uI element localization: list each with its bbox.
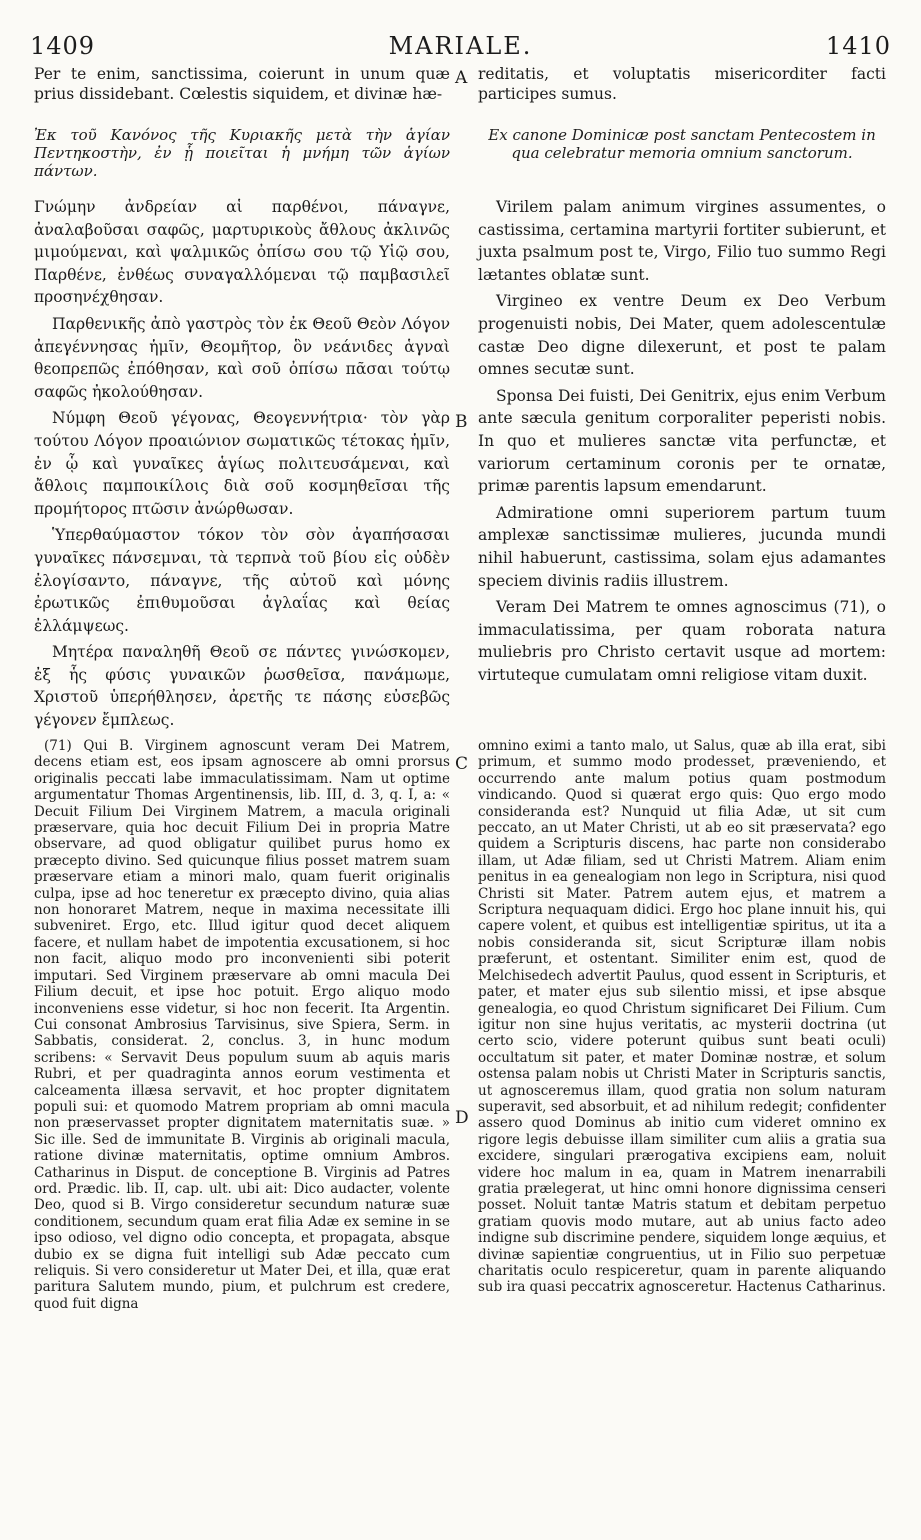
greek-heading: Ἐκ τοῦ Κανόνος τῆς Κυριακῆς μετὰ τὴν ἁγίαν Πεντηκοστὴν, ἐν ᾗ ποιεῖται ἡ μνήμη τῶν ἁγίων πάντων. [34, 126, 450, 180]
latin-paragraph: Veram Dei Matrem te omnes agnoscimus (71), o immaculatissima, per quam roborata natura muliebris pro Christo certavit usque ad mortem: virtuteque cumulatam omni religiose vitam duxit. [478, 598, 886, 684]
intro-right-text: reditatis, et voluptatis misericorditer facti participes sumus. [478, 65, 886, 103]
greek-paragraph: Νύμφη Θεοῦ γέγονας, Θεογεννήτρια· τὸν γὰρ τούτου Λόγον προαιώνιον σωματικῶς τέτοκας ἡμῖν, ἐν ᾧ καὶ γυναῖκες ἁγίως πολιτευσάμεναι, καὶ ἄθλοις παμποικίλοις διὰ σοῦ κοσμηθεῖσαι τῆς προμήτορος πτῶσιν ἀνώρθωσαν. [34, 409, 450, 518]
latin-paragraph: Virilem palam animum virgines assumentes, o castissima, certamina martyrii fortiter subierunt, et juxta psalmum post te, Virgo, Filio tuo summo Regi lætantes oblatæ sunt. [478, 198, 886, 284]
latin-paragraph: Virgineo ex ventre Deum ex Deo Verbum progenuisti nobis, Dei Mater, quem adolescentulæ castæ Deo digne dilexerunt, et post te palam omnes secutæ sunt. [478, 292, 886, 379]
footnote-71-continuation: omnino eximi a tanto malo, ut Salus, quæ ab illa erat, sibi primum, et summo modo prodesset, præveniendo, et occurrendo ante malum potius quam postmodum vindicando. Quod si quærat ergo quis: Quo ergo modo consideranda est? Nunquid ut filia Adæ, ut sit cum peccato, an ut Mater Christi, ut ab eo sit præservata? ego quidem a Scripturis discens, hac parte non considerabo illam, ut Adæ filiam, sed ut Christi Matrem. Aliam enim penitus in ea genealogiam non lego in Scriptura, nisi quod Christi sit Mater. Patrem autem ejus, et matrem a Scriptura nequaquam didici. Ergo hoc plane innuit his, qui capere volent, et quibus est intelligentiæ spiritus, ut ita a nobis consideranda sit, sicut Scripturæ illam nobis præferunt, et ostentant. Similiter enim est, quod de Melchisedech advertit Paulus, quod essent in Scripturis, et pater, et mater ejus sub silentio missi, et ipse absque genealogia, eo quod Christum significaret Dei Filium. Cum igitur non sine hujus veritatis, ac mysterii doctrina (ut certo scio, videre poterunt quibus sunt beati oculi) occultatum sit pater, et mater Dominæ nostræ, et solum ostensa palam nobis ut Christi Mater in Scripturis sanctis, ut agnosceremus illam, quod gratia non solum naturam superavit, sed absorbuit, et ad nihilum redegit; confidenter assero quod Dominus ab initio cum videret omnino ex rigore legis debuisse illam similiter cum aliis a gratia sua excidere, singulari prærogativa excipiens eam, noluit videre hoc malum in ea, quam in Matrem inenarrabili gratia prælegerat, ut hinc omni honore dignissima censeri posset. Noluit tantæ Matris statum et debitam perpetuo gratiam quovis modo mutare, aut ab unius facto adeo indigne sub discrimine pendere, siquidem longe æquius, et divinæ sapientiæ congruentius, ut in Filio suo perpetuæ charitatis oculo respiceretur, quam in parente aliquando sub ira quasi peccatrix agnosceretur. Hactenus Catharinus. [478, 738, 886, 1296]
intro-right-column [478, 64, 886, 108]
intro-left-text: Per te enim, sanctissima, coierunt in unum quæ prius dissidebant. Cœlestis siquidem, et divinæ hæ- [34, 65, 450, 103]
page-number-right: 1410 [825, 32, 891, 60]
greek-heading-block [34, 126, 450, 186]
footnote-left-column [34, 738, 450, 1518]
greek-column [34, 196, 450, 730]
latin-paragraph: Sponsa Dei fuisti, Dei Genitrix, ejus enim Verbum ante sæcula genitum corporaliter peperisti nobis. In quo et mulieres sanctæ vita perfunctæ, et variorum certaminum coronis per te ornatæ, primæ parentis lapsum emendarunt. [478, 386, 886, 496]
footnote-71-text: (71) Qui B. Virginem agnoscunt veram Dei Matrem, decens etiam est, eos ipsam agnoscere ab omni prorsus originalis peccati labe immaculatissimam. Nam ut optime argumentatur Thomas Argentinensis, lib. III, d. 3, q. I, a: « Decuit Filium Dei Virginem Matrem, a macula originali præservare, quia hoc decuit Filium Dei in propria Matre observare, ad quod obligatur quilibet purus homo ex præcepto divino. Sed quicunque filius posset matrem suam præservare etiam a minori malo, quam fuerit originalis culpa, ipse ad hoc teneretur ex præcepto divino, quia alias non honoraret Matrem, neque in maxima necessitate illi subveniret. Ergo, etc. Illud igitur quod decet aliquem facere, et nullam habet de impotentia excusationem, si hoc non facit, aliquo modo pro inconvenienti sibi poterit imputari. Sed Virginem præservare ab omni macula Dei Filium decuit, et ipse hoc potuit. Ergo aliquo modo inconveniens esse videtur, si hoc non fecerit. Ita Argentin. Cui consonat Ambrosius Tarvisinus, sive Spiera, Serm. in Sabbatis, considerat. 2, conclus. 3, in hunc modum scribens: « Servavit Deus populum suum ab aquis maris Rubri, et per quadraginta annos eorum vestimenta et calceamenta illæsa servavit, et hoc propter dignitatem populi sui: et quomodo Matrem propriam ab omni macula non præservasset propter dignitatem maternitatis suæ. » Sic ille. Sed de immunitate B. Virginis ab originali macula, ratione divinæ maternitatis, optime omnium Ambros. Catharinus in Disput. de conceptione B. Virginis ad Patres ord. Prædic. lib. II, cap. ult. ubi ait: Dico audacter, volente Deo, quod si B. Virgo consideretur secundum naturæ suæ conditionem, secundum quam erat filia Adæ ex semine in se ipso odioso, vel digno odio concepta, et propagata, absque dubio ex se digna fuit intelligi sub Adæ peccato cum reliquis. Si vero consideretur ut Mater Dei, et illa, quæ erat paritura Salutem mundo, pium, et pulchrum est credere, quod fuit digna [34, 738, 450, 1312]
latin-heading: Ex canone Dominicæ post sanctam Pentecostem in qua celebratur memoria omnium sanctorum. [488, 126, 876, 162]
running-title: MARIALE. [388, 32, 533, 60]
latin-heading-block [478, 126, 886, 170]
greek-paragraph: Παρθενικῆς ἀπὸ γαστρὸς τὸν ἐκ Θεοῦ Θεὸν Λόγον ἀπεγέννησας ἡμῖν, Θεομῆτορ, ὃν νεάνιδες ἁγναὶ θεοπρεπῶς ἐπόθησαν, καὶ σοῦ ὀπίσω πᾶσαι τούτῳ σαφῶς ἠκολούθησαν. [34, 314, 450, 401]
greek-paragraph: Ὑπερθαύμαστον τόκον τὸν σὸν ἀγαπήσασαι γυναῖκες πάνσεμναι, τὰ τερπνὰ τοῦ βίου εἰς οὐδὲν ἐλογίσαντο, πάναγνε, τῆς αὐτοῦ καὶ μόνης ἐρωτικῶς ἐπιθυμοῦσαι ἀγλαΐας καὶ θείας ἐλλάμψεως. [34, 526, 450, 635]
section-marker-c: C [455, 754, 469, 774]
section-marker-b: B [455, 412, 468, 432]
section-marker-d: D [455, 1108, 469, 1128]
page-number-left: 1409 [30, 32, 96, 60]
greek-paragraph: Μητέρα παναληθῆ Θεοῦ σε πάντες γινώσκομεν, ἐξ ἧς φύσις γυναικῶν ῥωσθεῖσα, πανάμωμε, Χριστοῦ ὑπερήθλησεν, ἀρετῆς τε πάσης εὐσεβῶς γέγονεν ἔμπλεως. [34, 643, 450, 730]
latin-paragraph: Admiratione omni superiorem partum tuum amplexæ sanctissimæ mulieres, jucunda mundi nihil habuerunt, castissima, solam ejus adamantes speciem divinis radiis illustrem. [478, 503, 886, 590]
running-header [30, 32, 891, 60]
greek-paragraph: Γνώμην ἀνδρείαν αἱ παρθένοι, πάναγνε, ἀναλαβοῦσαι σαφῶς, μαρτυρικοὺς ἄθλους ἀκλινῶς μιμούμεναι, καὶ ψαλμικῶς ὀπίσω σου τῷ Υἱῷ σου, Παρθένε, ἐνθέως συναγαλλόμεναι τῷ παμβασιλεῖ προσηνέχθησαν. [34, 198, 450, 307]
intro-left-column [34, 64, 450, 108]
latin-column [478, 196, 886, 716]
section-marker-a: A [455, 68, 468, 88]
footnote-right-column [478, 738, 886, 1518]
